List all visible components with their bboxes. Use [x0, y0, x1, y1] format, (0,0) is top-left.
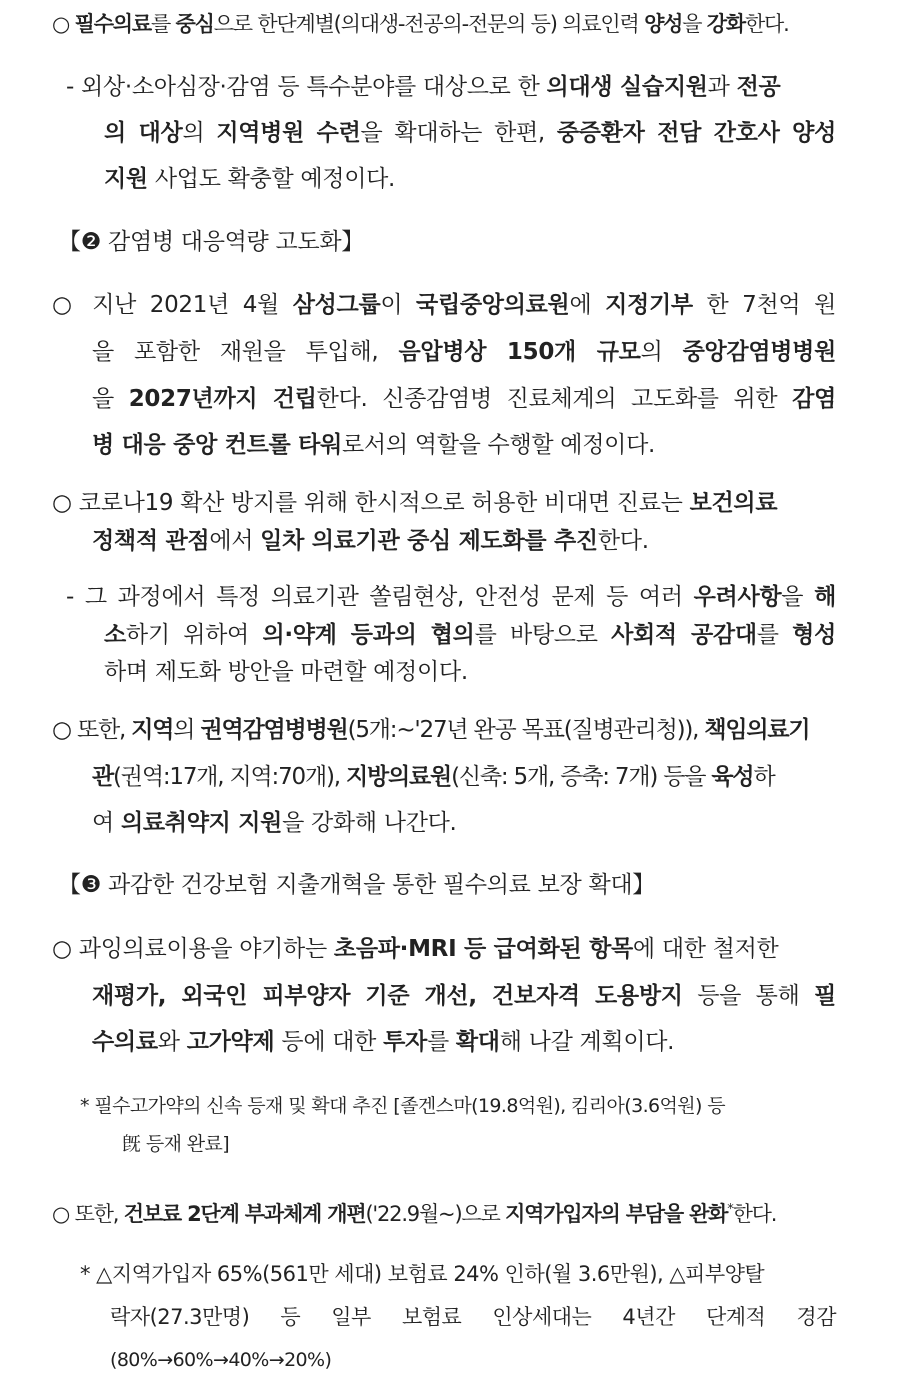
text-segment: (5개:~'27년 완공 목표(질병관리청)),: [347, 717, 705, 743]
text-line: [92, 383, 836, 415]
bold-segment: 중심: [175, 12, 214, 36]
text-segment: 에서: [209, 528, 261, 554]
text-segment: ○ 지난 2021년 4월: [52, 292, 293, 318]
text-line: [92, 807, 457, 839]
text-segment: 旣 등재 완료]: [122, 1133, 230, 1155]
footnote-line: [80, 1090, 725, 1122]
text-line: [92, 525, 649, 557]
text-segment: 에 대한 철저한: [632, 936, 779, 962]
text-segment: 등을 통해: [682, 983, 815, 1009]
bold-segment: 초음파·MRI 등 급여화된 항목: [333, 936, 633, 962]
text-segment: 이: [380, 292, 417, 318]
text-segment: 을 강화해 나간다.: [282, 810, 457, 836]
bold-segment: 우려사항: [693, 584, 782, 610]
bullet-line: [52, 289, 836, 321]
text-segment: 과: [707, 74, 737, 100]
text-segment: 한 7천억 원: [692, 292, 836, 318]
text-line: [104, 117, 836, 149]
bold-segment: 강화: [706, 12, 745, 36]
text-line: [92, 336, 836, 368]
bullet-line: [52, 933, 778, 965]
text-segment: 하기 위하여: [125, 622, 263, 648]
bold-segment: 보건의료: [689, 490, 778, 516]
text-segment: * 필수고가약의 신속 등재 및 확대 추진 [졸겐스마(19.8억원), 킴리아(3.6억원) 등: [80, 1095, 726, 1117]
text-segment: 한다.: [597, 528, 649, 554]
text-segment: 의: [173, 717, 201, 743]
text-segment: ○: [52, 12, 75, 36]
bold-segment: 의·약계 등과의 협의: [262, 622, 475, 648]
footnote-line: [122, 1128, 229, 1160]
text-segment: 사업도 확충할 예정이다.: [147, 166, 396, 192]
bold-segment: 지정기부: [605, 292, 693, 318]
bold-segment: 의대생 실습지원: [546, 74, 708, 100]
text-segment: 에: [569, 292, 606, 318]
bold-segment: 소: [104, 622, 126, 648]
bold-segment: 건보료 2단계 부과체계 개편: [123, 1202, 366, 1226]
text-line: [92, 980, 836, 1012]
footnote-line: [110, 1344, 331, 1376]
text-segment: 를: [150, 12, 176, 36]
bold-segment: 의 대상: [104, 120, 183, 146]
bold-segment: 지역가입자의 부담을 완화: [505, 1202, 728, 1226]
text-segment: * △지역가입자 65%(561만 세대) 보험료 24% 인하(월 3.6만원), △피부양탈: [80, 1262, 765, 1286]
bullet-line: [52, 8, 789, 40]
text-segment: 한다.: [732, 1202, 777, 1226]
bold-segment: 투자: [383, 1029, 427, 1055]
bullet-line: [52, 487, 777, 519]
text-segment: (권역:17개, 지역:70개),: [113, 764, 346, 790]
bold-segment: 사회적 공감대: [611, 622, 757, 648]
bold-segment: 관: [92, 764, 114, 790]
text-segment: 의: [182, 120, 217, 146]
text-line: [104, 619, 836, 651]
bold-segment: 육성: [711, 764, 754, 790]
text-segment: (80%→60%→40%→20%): [110, 1349, 332, 1371]
text-segment: 하: [753, 764, 775, 790]
bold-segment: 해: [814, 584, 836, 610]
text-line: [92, 761, 774, 793]
text-line: [104, 656, 468, 688]
text-segment: 을 확대하는 한편,: [360, 120, 557, 146]
text-segment: 락자(27.3만명) 등 일부 보험료 인상세대는 4년간 단계적 경감: [110, 1305, 836, 1329]
bold-segment: 지역병원 수련: [216, 120, 361, 146]
bold-segment: 정책적 관점: [92, 528, 210, 554]
bold-segment: 전공: [736, 74, 781, 100]
bold-segment: 삼성그룹: [292, 292, 381, 318]
text-segment: 해 나갈 계획이다.: [499, 1029, 675, 1055]
footnote-line: [80, 1258, 764, 1290]
text-segment: 【❸ 과감한 건강보험 지출개혁을 통한 필수의료 보장 확대】: [58, 872, 655, 898]
bold-segment: 의료취약지 지원: [120, 810, 283, 836]
text-segment: ○ 코로나19 확산 방지를 위해 한시적으로 허용한 비대면 진료는: [52, 490, 690, 516]
bold-segment: 일차 의료기관 중심 제도화를 추진: [260, 528, 598, 554]
bold-segment: 필수의료: [74, 12, 151, 36]
text-line: [92, 1026, 674, 1058]
bold-segment: 2027년까지 건립: [128, 386, 317, 412]
bold-segment: 지역: [131, 717, 174, 743]
bold-segment: 고가약제: [186, 1029, 275, 1055]
section-heading: [58, 226, 364, 258]
text-segment: 을: [92, 386, 129, 412]
bold-segment: 지원: [104, 166, 148, 192]
text-segment: (신축: 5개, 증축: 7개) 등을: [451, 764, 712, 790]
bold-segment: 수의료: [92, 1029, 158, 1055]
text-segment: 으로 한단계별(의대생-전공의-전문의 등) 의료인력: [213, 12, 645, 36]
text-segment: ('22.9월~)으로: [365, 1202, 506, 1226]
bold-segment: 책임의료기: [704, 717, 810, 743]
text-line: [92, 429, 655, 461]
text-segment: - 외상·소아심장·감염 등 특수분야를 대상으로 한: [66, 74, 547, 100]
text-segment: 여: [92, 810, 121, 836]
bullet-line: [52, 1194, 776, 1230]
sub-bullet-line: [66, 71, 780, 103]
bold-segment: 병 대응 중앙 컨트롤 타워: [92, 432, 343, 458]
text-segment: 를: [426, 1029, 456, 1055]
bold-segment: 지방의료원: [345, 764, 452, 790]
text-segment: 로서의 역할을 수행할 예정이다.: [342, 432, 655, 458]
text-segment: 를: [756, 622, 793, 648]
bold-segment: 음압병상 150개 규모: [398, 339, 641, 365]
section-heading: [58, 869, 655, 901]
text-segment: 와: [157, 1029, 187, 1055]
text-segment: 한다. 신종감염병 진료체계의 고도화를 위한: [316, 386, 793, 412]
text-segment: 한다.: [744, 12, 789, 36]
text-segment: ○ 또한,: [52, 1202, 124, 1226]
text-segment: ○ 과잉의료이용을 야기하는: [52, 936, 334, 962]
text-segment: 하며 제도화 방안을 마련할 예정이다.: [104, 659, 468, 685]
text-segment: 을: [781, 584, 815, 610]
sub-bullet-line: [66, 581, 836, 613]
bullet-line: [52, 714, 809, 746]
bold-segment: 중앙감염병병원: [682, 339, 836, 365]
text-segment: 를 바탕으로: [474, 622, 612, 648]
bold-segment: 필: [814, 983, 836, 1009]
text-line: [104, 163, 395, 195]
text-segment: ○ 또한,: [52, 717, 132, 743]
footnote-line: [110, 1301, 836, 1333]
bold-segment: 양성: [644, 12, 683, 36]
bold-segment: 국립중앙의료원: [416, 292, 570, 318]
bold-segment: 재평가, 외국인 피부양자 기준 개선, 건보자격 도용방지: [92, 983, 683, 1009]
bold-segment: 형성: [792, 622, 836, 648]
text-segment: 을: [682, 12, 707, 36]
text-segment: 을 포함한 재원을 투입해,: [92, 339, 399, 365]
text-segment: 등에 대한: [274, 1029, 384, 1055]
text-segment: 의: [640, 339, 683, 365]
text-segment: 【❷ 감염병 대응역량 고도화】: [58, 229, 364, 255]
bold-segment: 중증환자 전담 간호사 양성: [556, 120, 836, 146]
bold-segment: 권역감염병병원: [200, 717, 348, 743]
text-segment: *: [727, 1202, 733, 1217]
bold-segment: 감염: [792, 386, 836, 412]
bold-segment: 확대: [455, 1029, 500, 1055]
text-segment: - 그 과정에서 특정 의료기관 쏠림현상, 안전성 문제 등 여러: [66, 584, 694, 610]
